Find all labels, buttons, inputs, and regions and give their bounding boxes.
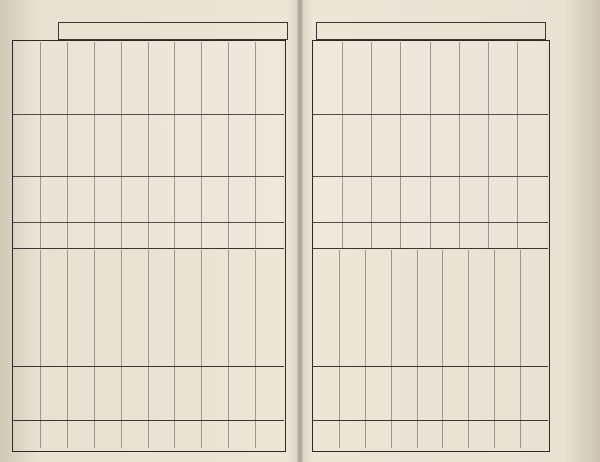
left-bottom-col-4 bbox=[94, 250, 121, 448]
left-bottom-col-5 bbox=[121, 250, 148, 448]
left-top-col-6 bbox=[148, 42, 175, 248]
left-top-col-2 bbox=[40, 42, 67, 248]
left-bottom-col-1 bbox=[14, 250, 40, 448]
left-bottom-col-8 bbox=[201, 250, 228, 448]
left-top-col-10 bbox=[255, 42, 282, 248]
header-right bbox=[316, 22, 546, 40]
left-bottom-col-7 bbox=[174, 250, 201, 448]
right-bottom-col-1 bbox=[314, 250, 339, 448]
left-top-col-1 bbox=[14, 42, 40, 248]
left-top-col-8 bbox=[201, 42, 228, 248]
right-top-col-2 bbox=[342, 42, 371, 248]
right-bottom-col-6 bbox=[442, 250, 468, 448]
left-top-columns bbox=[14, 42, 282, 248]
right-top-col-1 bbox=[314, 42, 342, 248]
section-title-left-bottom-a bbox=[40, 270, 58, 350]
section-title-right-bottom-b bbox=[414, 270, 432, 360]
left-top-col-4 bbox=[94, 42, 121, 248]
section-title-right-bottom-a bbox=[354, 270, 372, 360]
right-bottom-col-8 bbox=[494, 250, 520, 448]
right-top-col-7 bbox=[488, 42, 517, 248]
right-top-col-5 bbox=[430, 42, 459, 248]
left-top-col-5 bbox=[121, 42, 148, 248]
left-bottom-col-9 bbox=[228, 250, 255, 448]
right-bottom-col-4 bbox=[391, 250, 417, 448]
section-title-right-top-a bbox=[414, 112, 432, 182]
right-top-col-6 bbox=[459, 42, 488, 248]
right-bottom-col-9 bbox=[520, 250, 546, 448]
left-top-col-7 bbox=[174, 42, 201, 248]
right-side-title bbox=[556, 50, 584, 446]
right-top-col-8 bbox=[517, 42, 546, 248]
left-bottom-col-6 bbox=[148, 250, 175, 448]
book-gutter bbox=[297, 0, 303, 462]
left-top-col-9 bbox=[228, 42, 255, 248]
left-top-col-3 bbox=[67, 42, 94, 248]
section-title-left-bottom-b bbox=[260, 270, 278, 360]
right-top-col-3 bbox=[371, 42, 400, 248]
left-bottom-col-3 bbox=[67, 250, 94, 448]
header-left bbox=[58, 22, 288, 40]
section-title-right-bottom-c bbox=[472, 270, 490, 360]
